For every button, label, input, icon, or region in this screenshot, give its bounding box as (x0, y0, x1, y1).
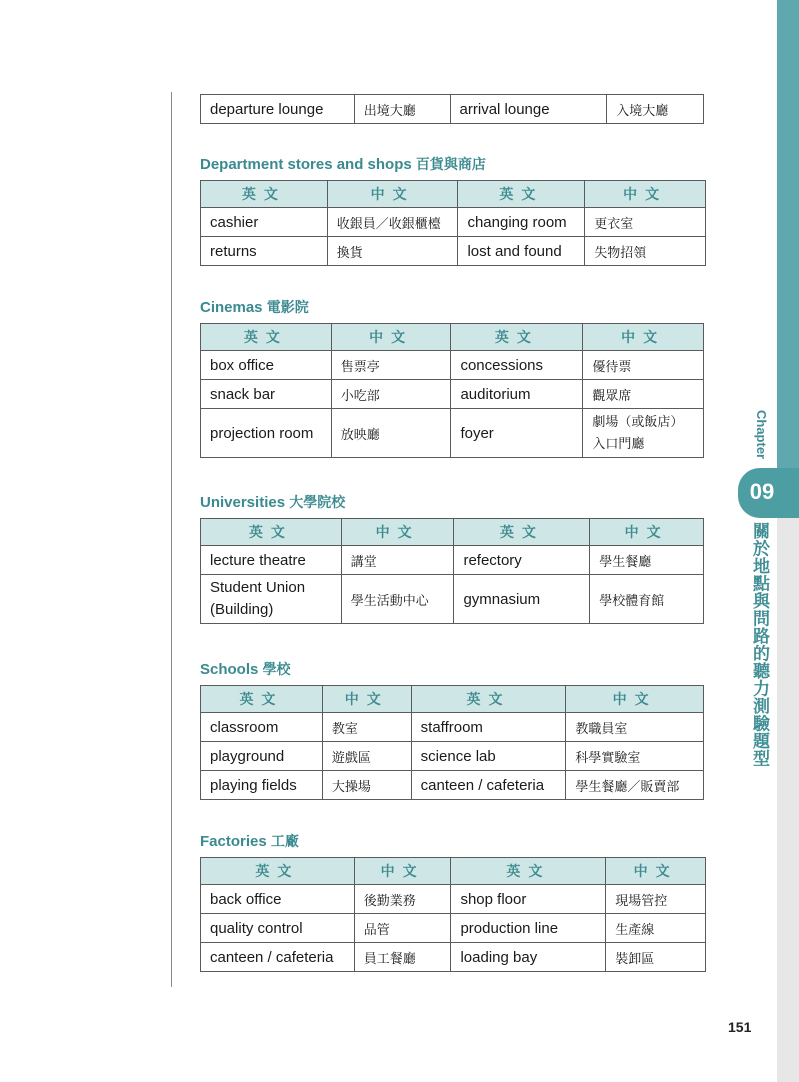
header-zh: 中文 (354, 858, 451, 885)
cell-zh: 放映廳 (331, 409, 451, 458)
cell-zh: 現場管控 (606, 885, 706, 914)
cell-en: arrival lounge (450, 95, 607, 124)
section-heading (200, 831, 299, 851)
cell-zh: 教職員室 (566, 713, 704, 742)
header-en: 英文 (454, 519, 590, 546)
cell-en: gymnasium (454, 575, 590, 624)
cell-en: concessions (451, 351, 583, 380)
schools-table (200, 685, 704, 800)
cell-zh: 後勤業務 (354, 885, 451, 914)
section-title-en: Schools (200, 661, 259, 678)
table-row (201, 546, 704, 575)
header-zh: 中文 (331, 324, 451, 351)
cell-zh: 入境大廳 (607, 95, 704, 124)
section-title-zh: 大學院校 (289, 494, 346, 510)
header-zh: 中文 (566, 686, 704, 713)
header-en: 英文 (458, 181, 585, 208)
cell-en: cashier (201, 208, 328, 237)
cell-en: refectory (454, 546, 590, 575)
section-title-en: Cinemas (200, 299, 263, 316)
cell-en: box office (201, 351, 332, 380)
cell-en: foyer (451, 409, 583, 458)
header-zh: 中文 (585, 181, 706, 208)
table-header-row (201, 181, 706, 208)
table-header-row (201, 858, 706, 885)
cell-en: departure lounge (201, 95, 355, 124)
cell-en: loading bay (451, 943, 606, 972)
section-title-en: Department stores and shops (200, 156, 412, 173)
table-header-row (201, 324, 704, 351)
cell-en: shop floor (451, 885, 606, 914)
cell-zh: 裝卸區 (606, 943, 706, 972)
header-en: 英文 (411, 686, 566, 713)
cell-zh: 劇場（或飯店）入口門廳 (583, 409, 704, 458)
cell-zh: 學校體育館 (590, 575, 704, 624)
cell-en: production line (451, 914, 606, 943)
cell-zh: 學生餐廳／販賣部 (566, 771, 704, 800)
header-en: 英文 (451, 324, 583, 351)
cell-en: canteen / cafeteria (411, 771, 566, 800)
table-row (201, 575, 704, 624)
cell-zh: 學生活動中心 (341, 575, 454, 624)
cell-en: back office (201, 885, 355, 914)
cell-en: projection room (201, 409, 332, 458)
cell-zh: 員工餐廳 (354, 943, 451, 972)
header-zh: 中文 (590, 519, 704, 546)
airport-table (200, 94, 704, 124)
cell-zh: 失物招領 (585, 237, 706, 266)
table-row (201, 713, 704, 742)
cell-zh: 遊戲區 (322, 742, 411, 771)
header-en: 英文 (451, 858, 606, 885)
section-title-zh: 學校 (262, 661, 291, 677)
header-en: 英文 (201, 858, 355, 885)
header-en: 英文 (201, 519, 342, 546)
table-row (201, 914, 706, 943)
section-heading (200, 154, 486, 174)
cell-zh: 小吃部 (331, 380, 451, 409)
cell-en: returns (201, 237, 328, 266)
table-row (201, 943, 706, 972)
factories-table (200, 857, 706, 972)
page-number: 151 (728, 1019, 752, 1035)
section-title-zh: 百貨與商店 (415, 156, 486, 172)
cell-en: staffroom (411, 713, 566, 742)
cell-en: lost and found (458, 237, 585, 266)
cell-zh: 優待票 (583, 351, 704, 380)
cell-zh: 學生餐廳 (590, 546, 704, 575)
cell-zh: 售票亭 (331, 351, 451, 380)
cell-en: snack bar (201, 380, 332, 409)
cell-zh: 品管 (354, 914, 451, 943)
header-en: 英文 (201, 686, 323, 713)
cell-zh: 更衣室 (585, 208, 706, 237)
table-row (201, 95, 704, 124)
header-zh: 中文 (583, 324, 704, 351)
left-margin-rule (171, 92, 172, 987)
header-zh: 中文 (341, 519, 454, 546)
cell-zh: 換貨 (327, 237, 458, 266)
cell-en: classroom (201, 713, 323, 742)
cell-en: quality control (201, 914, 355, 943)
table-row (201, 885, 706, 914)
cell-zh: 觀眾席 (583, 380, 704, 409)
section-title-zh: 電影院 (266, 299, 309, 315)
section-title-zh: 工廠 (270, 833, 299, 849)
table-row (201, 409, 704, 458)
table-row (201, 237, 706, 266)
cell-en: Student Union (Building) (201, 575, 342, 624)
cell-en: playground (201, 742, 323, 771)
table-row (201, 351, 704, 380)
table-row (201, 771, 704, 800)
universities-table (200, 518, 704, 624)
header-en: 英文 (201, 324, 332, 351)
header-en: 英文 (201, 181, 328, 208)
chapter-title: 關於地點與問路的聽力測驗題型 (750, 522, 769, 767)
chapter-number: 09 (749, 479, 775, 504)
department-stores-table (200, 180, 706, 266)
cell-zh: 大操場 (322, 771, 411, 800)
table-row (201, 742, 704, 771)
section-heading (200, 659, 291, 679)
cinemas-table (200, 323, 704, 458)
cell-zh: 出境大廳 (354, 95, 450, 124)
table-header-row (201, 686, 704, 713)
cell-zh: 收銀員／收銀櫃檯 (327, 208, 458, 237)
section-title-en: Factories (200, 833, 267, 850)
chapter-label: Chapter (754, 410, 769, 460)
side-bar-accent (777, 0, 799, 475)
cell-en: canteen / cafeteria (201, 943, 355, 972)
section-title-en: Universities (200, 494, 286, 511)
header-zh: 中文 (327, 181, 458, 208)
cell-en: lecture theatre (201, 546, 342, 575)
cell-en: changing room (458, 208, 585, 237)
header-zh: 中文 (322, 686, 411, 713)
section-heading (200, 492, 345, 512)
cell-en: playing fields (201, 771, 323, 800)
cell-zh: 教室 (322, 713, 411, 742)
cell-zh: 科學實驗室 (566, 742, 704, 771)
table-header-row (201, 519, 704, 546)
cell-zh: 生產線 (606, 914, 706, 943)
cell-zh: 講堂 (341, 546, 454, 575)
header-zh: 中文 (606, 858, 706, 885)
table-row (201, 208, 706, 237)
cell-en: science lab (411, 742, 566, 771)
section-heading (200, 297, 309, 317)
table-row (201, 380, 704, 409)
cell-en: auditorium (451, 380, 583, 409)
